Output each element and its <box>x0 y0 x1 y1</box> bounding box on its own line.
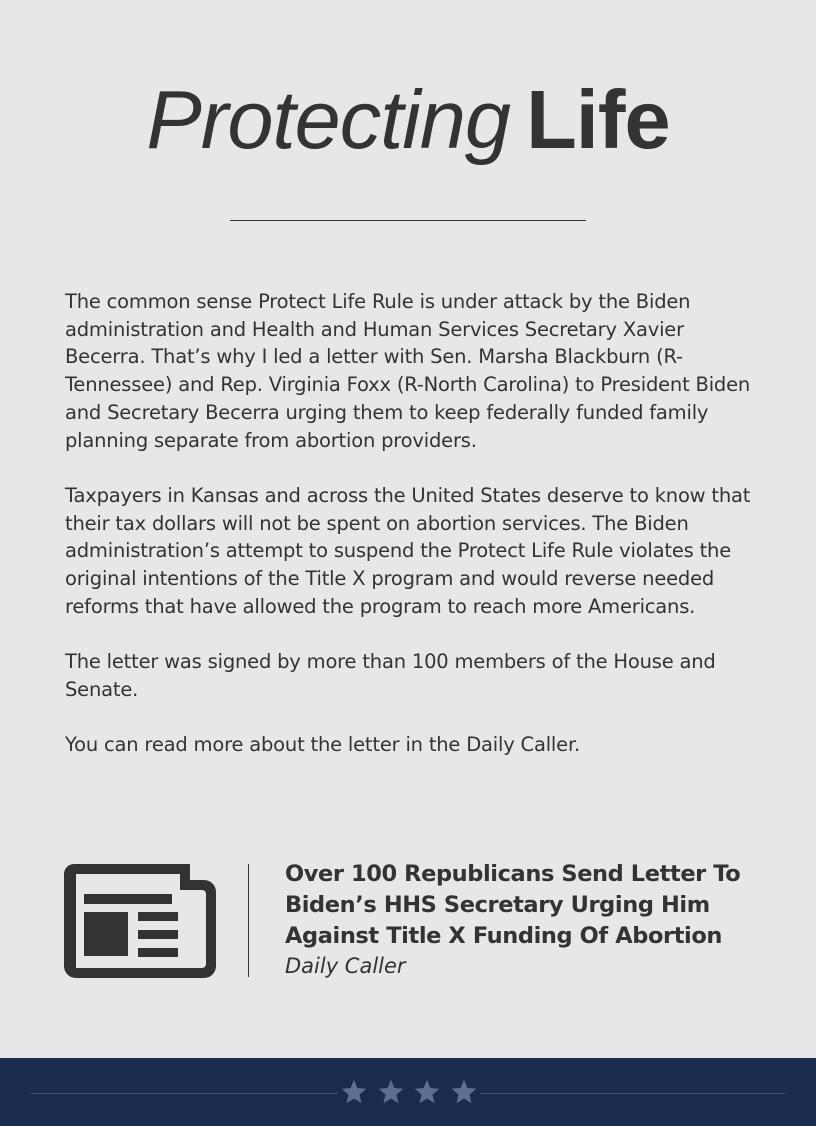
paragraph: The common sense Protect Life Rule is under attack by the Biden administration and Health and Human Services Secretary Xavier Becerra. That’s why I led a letter with Sen. Marsha Blackburn (R-Tennessee) and Rep. Virginia Foxx (R-North Carolina) to President Biden and Secretary Becerra urging them to keep federally funded family planning separate from abortion providers. <box>65 290 751 452</box>
footer <box>0 1058 816 1126</box>
title-bold-word: Life <box>526 73 670 166</box>
footer-stars <box>340 1072 478 1112</box>
news-source: Daily Caller <box>285 954 406 978</box>
footer-line-left <box>31 1093 337 1094</box>
paragraph: You can read more about the letter in the Daily Caller. <box>65 733 580 757</box>
footer-line-right <box>480 1093 785 1094</box>
card-text <box>285 859 765 980</box>
article-body <box>65 288 765 787</box>
news-headline-link[interactable]: Over 100 Republicans Send Letter To Biden’s HHS Secretary Urging Him Against Title X Funding Of Abortion <box>285 861 741 949</box>
newspaper-icon <box>64 864 216 978</box>
card-divider <box>248 864 249 977</box>
star-icon <box>413 1078 441 1106</box>
title-divider <box>230 220 586 221</box>
news-link-card[interactable] <box>64 862 764 980</box>
paragraph: The letter was signed by more than 100 members of the House and Senate. <box>65 650 716 701</box>
paragraph: Taxpayers in Kansas and across the United States deserve to know that their tax dollars will not be spent on abortion services. The Biden administration’s attempt to suspend the Protect Life Rule violates the original intentions of the Title X program and would reverse needed reforms that have allowed the program to reach more Americans. <box>65 483 751 618</box>
star-icon <box>340 1078 368 1106</box>
title-light-word: Protecting <box>146 73 511 166</box>
star-icon <box>450 1078 478 1106</box>
star-icon <box>377 1078 405 1106</box>
page-title <box>0 72 816 191</box>
